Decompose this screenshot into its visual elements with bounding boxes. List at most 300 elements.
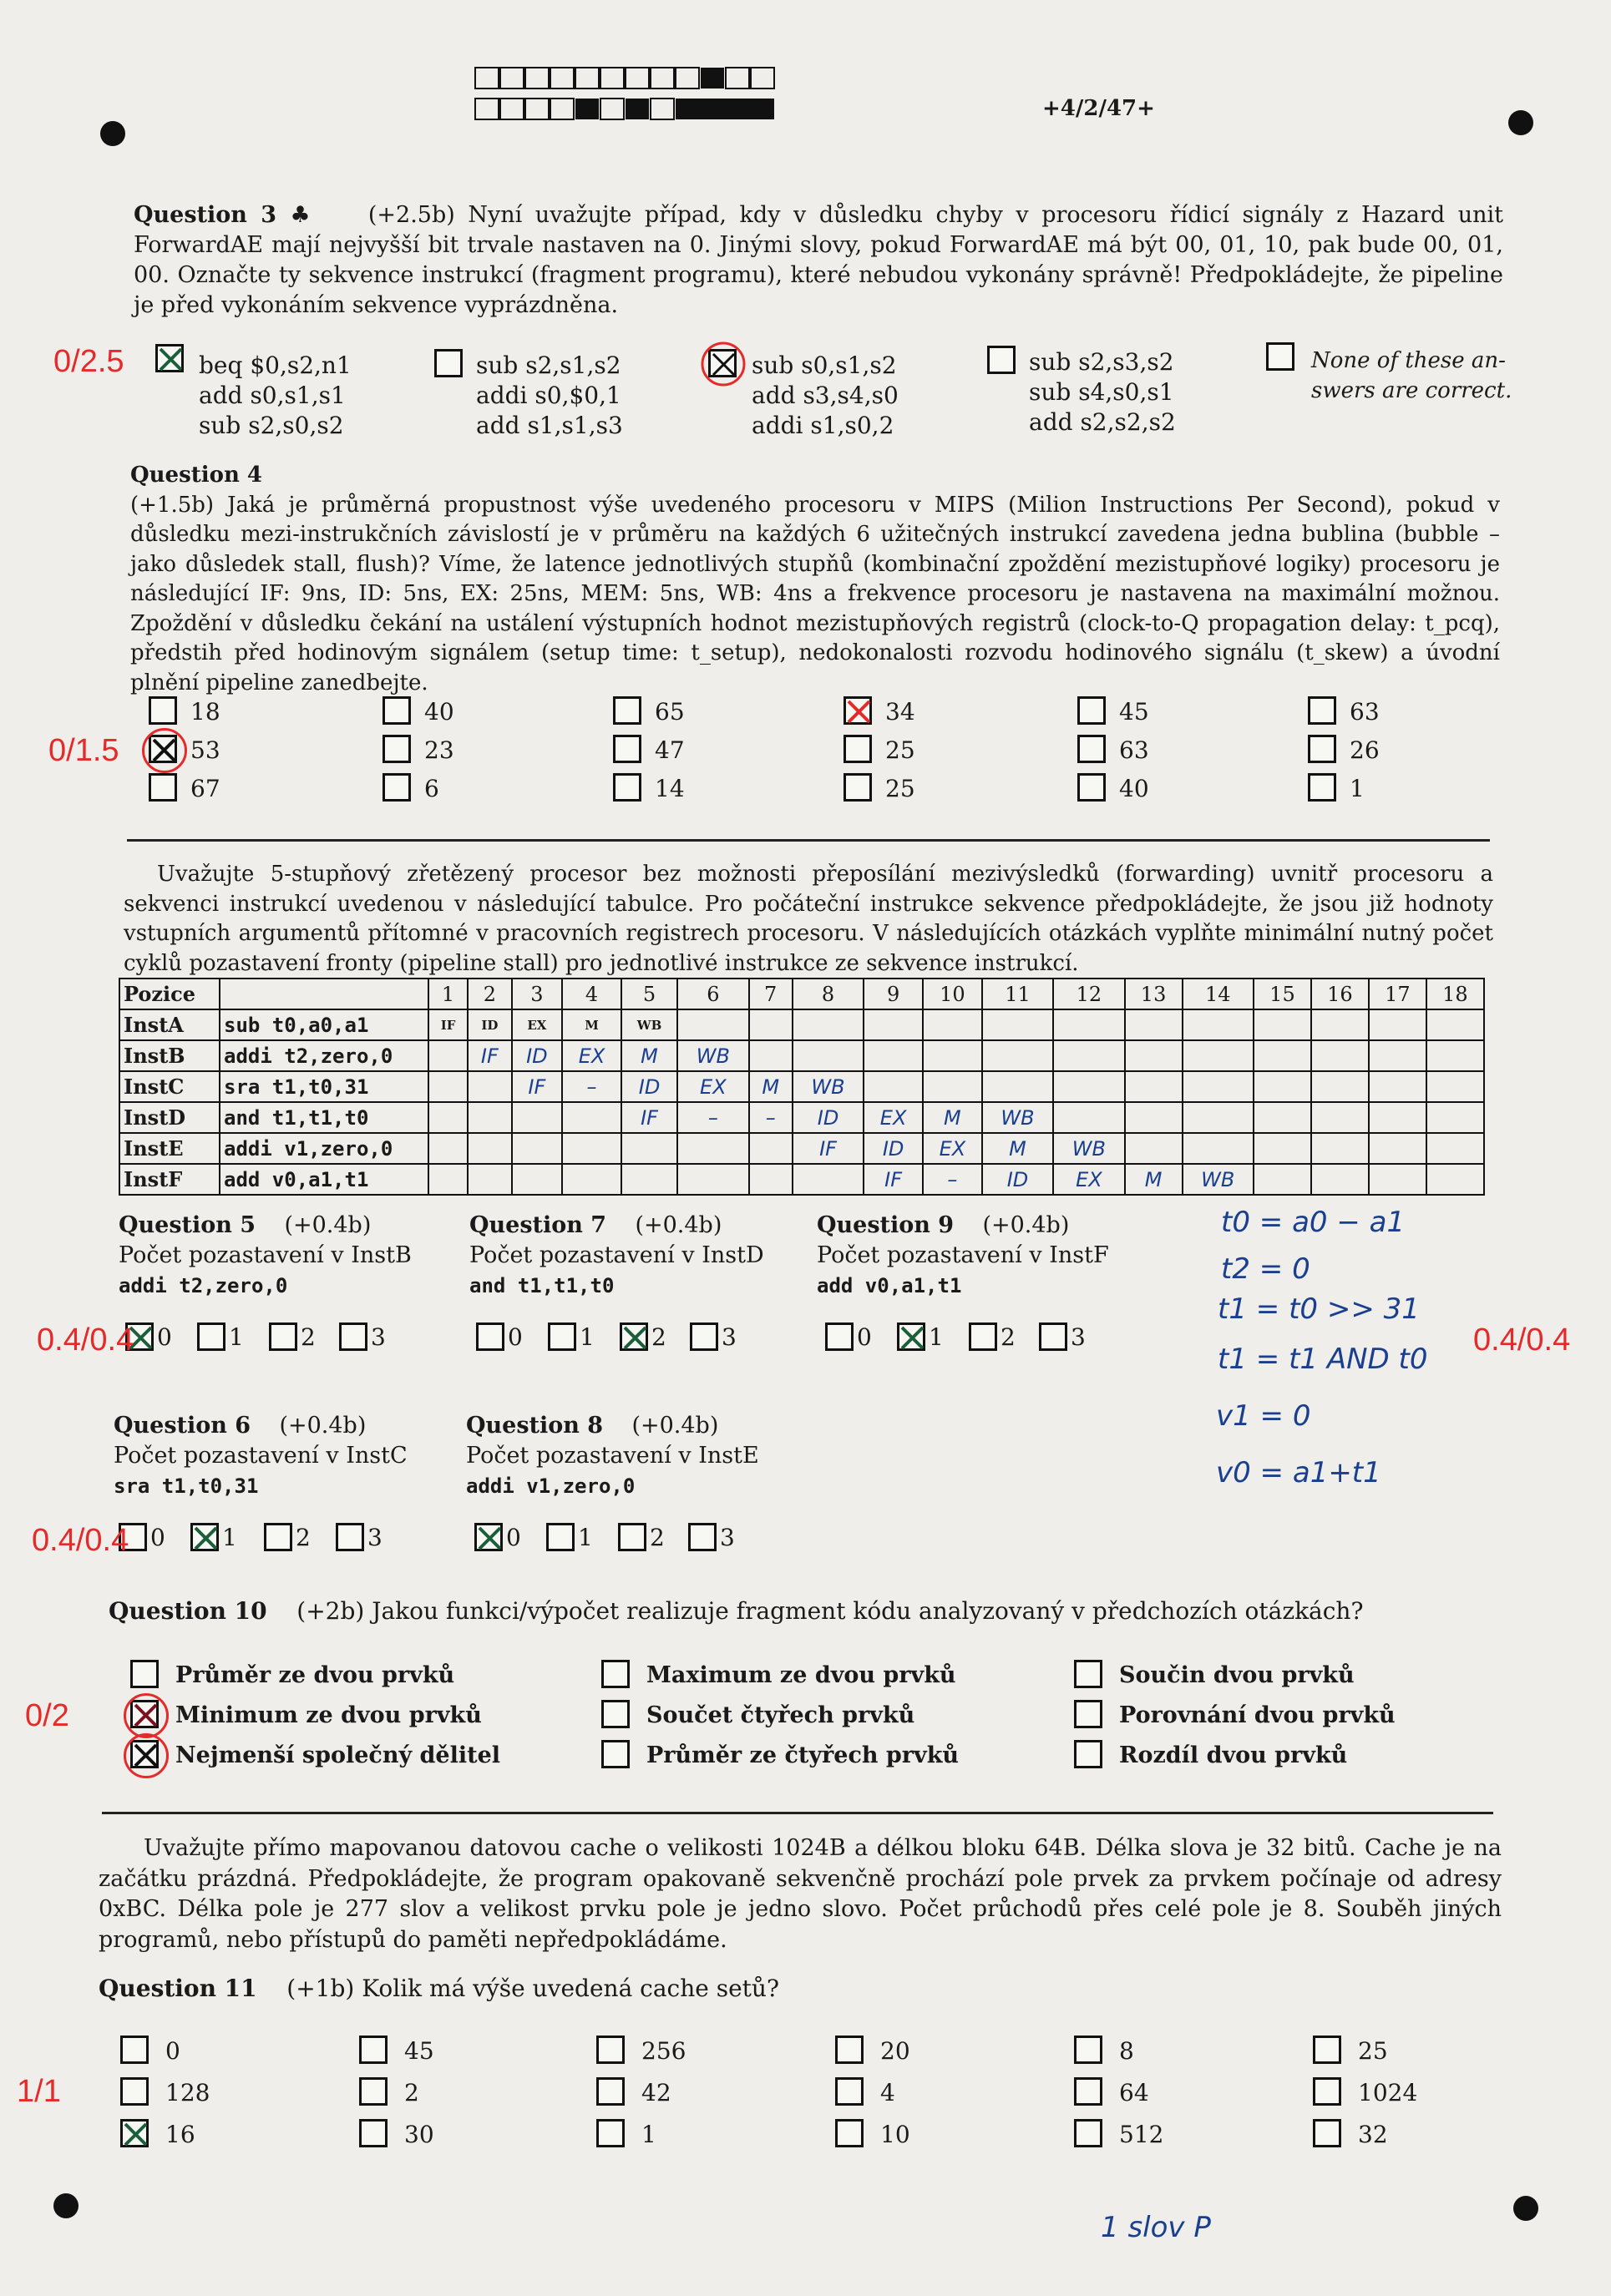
q8-points: (+0.4b) — [631, 1413, 719, 1439]
table-header-cell: 14 — [1183, 979, 1254, 1009]
q11-option-label: 16 — [165, 2121, 195, 2148]
pipeline-stage-cell[interactable] — [1183, 1133, 1254, 1164]
q6-option-checkbox[interactable] — [264, 1523, 292, 1551]
q11-option-label: 512 — [1119, 2121, 1164, 2148]
q9-option-label: 2 — [1001, 1323, 1016, 1351]
pipeline-stage-cell[interactable]: M — [749, 1071, 793, 1102]
pipeline-stage-cell[interactable] — [1254, 1164, 1311, 1195]
q4-option-checkbox[interactable] — [382, 773, 411, 802]
q4-option-label: 47 — [655, 736, 685, 764]
q11-option-checkbox[interactable] — [596, 2036, 625, 2064]
pipeline-stage-cell[interactable] — [1053, 1102, 1124, 1133]
pipeline-stage-cell[interactable]: EX — [923, 1133, 982, 1164]
q9-option-checkbox[interactable] — [1039, 1322, 1067, 1351]
pipeline-stage-cell[interactable] — [512, 1133, 563, 1164]
q4-option-label: 18 — [190, 698, 220, 726]
q8-desc: Počet pozastavení v InstE — [466, 1443, 759, 1469]
q6-header — [114, 1411, 408, 1501]
pipeline-stage-cell[interactable] — [1426, 1009, 1484, 1040]
q4-option-checkbox[interactable] — [1308, 696, 1336, 725]
pipeline-stage-cell[interactable] — [1369, 1071, 1426, 1102]
q4-option-label: 23 — [424, 736, 454, 764]
pipeline-stage-cell[interactable]: WB — [677, 1040, 748, 1071]
divider — [127, 839, 1490, 842]
red-circle-mark — [142, 728, 187, 773]
pipeline-stage-cell[interactable] — [1254, 1102, 1311, 1133]
q4-option-label: 40 — [424, 698, 454, 726]
pipeline-stage-cell[interactable] — [1426, 1040, 1484, 1071]
q9-desc: Počet pozastavení v InstF — [817, 1242, 1109, 1268]
q11-option-checkbox[interactable] — [835, 2077, 864, 2106]
q11-option-checkbox[interactable] — [835, 2036, 864, 2064]
q7-option-checkbox[interactable] — [620, 1322, 648, 1351]
table-header-cell: 12 — [1053, 979, 1124, 1009]
table-row — [119, 1009, 1484, 1040]
pipeline-stage-cell[interactable] — [749, 1164, 793, 1195]
pipeline-stage-cell[interactable] — [1183, 1102, 1254, 1133]
table-row — [119, 1071, 1484, 1102]
pipeline-stage-cell[interactable] — [1369, 1164, 1426, 1195]
instruction-name: InstA — [119, 1009, 220, 1040]
q11-option-label: 1024 — [1358, 2079, 1418, 2106]
pipeline-stage-cell[interactable]: WB — [621, 1009, 677, 1040]
pipeline-stage-cell[interactable] — [428, 1102, 468, 1133]
q11-option-label: 4 — [880, 2079, 895, 2106]
q3-option-5-checkbox[interactable] — [1266, 342, 1294, 371]
q3-option-1-checkbox[interactable] — [155, 344, 184, 372]
pipeline-stage-cell[interactable] — [428, 1040, 468, 1071]
q5-option-checkbox[interactable] — [269, 1322, 297, 1351]
q4-option-checkbox[interactable] — [843, 773, 872, 802]
q10-option-checkbox[interactable] — [601, 1660, 630, 1688]
pipeline-stage-cell[interactable] — [428, 1071, 468, 1102]
pipeline-stage-cell[interactable] — [1125, 1071, 1183, 1102]
q9-score: 0.4/0.4 — [1473, 1322, 1571, 1358]
q6-desc: Počet pozastavení v InstC — [114, 1443, 408, 1469]
divider — [102, 1812, 1493, 1814]
pipeline-stage-cell[interactable] — [864, 1009, 923, 1040]
q10-option-label: Maximum ze dvou prvků — [646, 1662, 956, 1688]
q6-option-label: 2 — [296, 1524, 311, 1551]
q11-header — [99, 1974, 779, 2004]
pipeline-stage-cell[interactable] — [793, 1040, 864, 1071]
q11-option-label: 64 — [1119, 2079, 1149, 2106]
pipeline-stage-cell[interactable] — [677, 1164, 748, 1195]
q10-option-label: Průměr ze čtyřech prvků — [646, 1742, 960, 1768]
q3-text — [134, 200, 1503, 321]
q4-title: Question 4 — [130, 463, 263, 488]
pipeline-stage-cell[interactable] — [1426, 1071, 1484, 1102]
q8-title: Question 8 — [466, 1413, 604, 1439]
pipeline-stage-cell[interactable] — [749, 1133, 793, 1164]
q6-title: Question 6 — [114, 1413, 251, 1439]
q7-option-label: 0 — [508, 1323, 523, 1351]
q7-option-checkbox[interactable] — [476, 1322, 504, 1351]
pipeline-stage-cell[interactable]: IF — [621, 1102, 677, 1133]
instruction-name: InstE — [119, 1133, 220, 1164]
q6-option-checkbox[interactable] — [190, 1523, 219, 1551]
q10-option-checkbox[interactable] — [601, 1700, 630, 1728]
pipeline-stage-cell[interactable] — [677, 1133, 748, 1164]
q5-option-checkbox[interactable] — [197, 1322, 225, 1351]
q10-option-checkbox[interactable] — [1074, 1660, 1102, 1688]
q5-score: 0.4/0.4 — [37, 1322, 134, 1358]
pipeline-stage-cell[interactable]: EX — [1053, 1164, 1124, 1195]
table-header-cell: 18 — [1426, 979, 1484, 1009]
q7-option-checkbox[interactable] — [548, 1322, 576, 1351]
handwritten-note: t1 = t0 >> 31 — [1218, 1292, 1420, 1326]
q11-option-label: 0 — [165, 2037, 180, 2065]
table-header-cell: 16 — [1311, 979, 1369, 1009]
q4-option-checkbox[interactable] — [613, 773, 641, 802]
pipeline-stage-cell[interactable] — [1369, 1133, 1426, 1164]
q11-option-checkbox[interactable] — [120, 2119, 149, 2147]
q4-option-label: 40 — [1119, 775, 1149, 802]
handwritten-note: t2 = 0 — [1221, 1252, 1310, 1286]
table-header-cell: 5 — [621, 979, 677, 1009]
q3-option-2-checkbox[interactable] — [434, 349, 463, 377]
q4-option-checkbox[interactable] — [843, 735, 872, 763]
q6-score: 0.4/0.4 — [32, 1523, 129, 1558]
q4-option-checkbox[interactable] — [613, 696, 641, 725]
q6-instr: sra t1,t0,31 — [114, 1474, 259, 1498]
pipeline-stage-cell[interactable] — [1183, 1040, 1254, 1071]
pipeline-stage-cell[interactable]: IF — [793, 1133, 864, 1164]
q11-option-label: 8 — [1119, 2037, 1134, 2065]
q9-instr: add v0,a1,t1 — [817, 1274, 962, 1297]
q8-header — [466, 1411, 759, 1501]
pipeline-stage-cell[interactable] — [1311, 1071, 1369, 1102]
pipeline-stage-cell[interactable] — [1369, 1009, 1426, 1040]
pipeline-stage-cell[interactable] — [512, 1102, 563, 1133]
instruction-name: InstD — [119, 1102, 220, 1133]
q11-option-checkbox[interactable] — [596, 2119, 625, 2147]
pipeline-stage-cell[interactable]: M — [923, 1102, 982, 1133]
q10-option-checkbox[interactable] — [130, 1660, 159, 1688]
pipeline-stage-cell[interactable]: – — [562, 1071, 621, 1102]
table-header-row — [119, 979, 1484, 1009]
pipeline-stage-cell[interactable] — [1183, 1071, 1254, 1102]
pipeline-stage-cell[interactable] — [749, 1040, 793, 1071]
red-circle-mark — [124, 1733, 169, 1778]
handwritten-note: t0 = a0 − a1 — [1221, 1206, 1406, 1239]
pipeline-stage-cell[interactable] — [749, 1009, 793, 1040]
q11-option-checkbox[interactable] — [359, 2077, 388, 2106]
pipeline-stage-cell[interactable] — [1369, 1040, 1426, 1071]
q10-header — [109, 1596, 1363, 1626]
pipeline-stage-cell[interactable] — [1426, 1164, 1484, 1195]
pipeline-stage-cell[interactable] — [1369, 1102, 1426, 1133]
pipeline-stage-cell[interactable]: WB — [793, 1071, 864, 1102]
pipeline-stage-cell[interactable] — [1254, 1040, 1311, 1071]
pipeline-stage-cell[interactable]: ID — [864, 1133, 923, 1164]
q4-option-label: 45 — [1119, 698, 1149, 726]
q3-option-2: sub s2,s1,s2 addi s0,$0,1 add s1,s1,s3 — [476, 351, 623, 439]
q5-option-label: 3 — [371, 1323, 386, 1351]
q7-option-label: 2 — [651, 1323, 666, 1351]
q10-option-label: Minimum ze dvou prvků — [175, 1702, 482, 1728]
q11-option-checkbox[interactable] — [120, 2077, 149, 2106]
page-id-code — [474, 65, 780, 125]
pipeline-stage-cell[interactable]: WB — [982, 1102, 1053, 1133]
q3-option-1: beq $0,s2,n1 add s0,s1,s1 sub s2,s0,s2 — [199, 351, 352, 439]
pipeline-stage-cell[interactable] — [1053, 1071, 1124, 1102]
q10-option-label: Porovnání dvou prvků — [1119, 1702, 1396, 1728]
pipeline-stage-cell[interactable]: ID — [512, 1040, 563, 1071]
q11-option-label: 1 — [641, 2121, 656, 2148]
q4-option-checkbox[interactable] — [843, 696, 872, 725]
q4-option-checkbox[interactable] — [1308, 735, 1336, 763]
table-row — [119, 1133, 1484, 1164]
q3-option-4-checkbox[interactable] — [987, 346, 1016, 374]
pipeline-stage-cell[interactable] — [468, 1102, 512, 1133]
instruction-code: sub t0,a0,a1 — [220, 1009, 428, 1040]
pipeline-stage-cell[interactable] — [677, 1009, 748, 1040]
pipeline-stage-cell[interactable] — [1125, 1009, 1183, 1040]
pipeline-stage-cell[interactable]: IF — [864, 1164, 923, 1195]
pipeline-stage-cell[interactable]: WB — [1053, 1133, 1124, 1164]
q10-option-label: Rozdíl dvou prvků — [1119, 1742, 1348, 1768]
pipeline-stage-cell[interactable]: – — [677, 1102, 748, 1133]
q9-option-checkbox[interactable] — [969, 1322, 997, 1351]
q8-option-label: 1 — [578, 1524, 593, 1551]
instruction-code: sra t1,t0,31 — [220, 1071, 428, 1102]
q4-option-label: 53 — [190, 736, 220, 764]
q3-score: 0/2.5 — [53, 344, 124, 379]
q5-points: (+0.4b) — [284, 1212, 372, 1238]
pipeline-stage-cell[interactable]: IF — [468, 1040, 512, 1071]
q3-points: (+2.5b) — [367, 202, 455, 228]
pipeline-stage-cell[interactable] — [562, 1133, 621, 1164]
handwritten-note: v1 = 0 — [1216, 1399, 1311, 1433]
q4-option-label: 6 — [424, 775, 439, 802]
pipeline-stage-cell[interactable]: M — [982, 1133, 1053, 1164]
q9-option-label: 0 — [857, 1323, 872, 1351]
q4-option-label: 26 — [1350, 736, 1380, 764]
pipeline-stage-cell[interactable] — [1426, 1102, 1484, 1133]
q7-option-checkbox[interactable] — [690, 1322, 718, 1351]
pipeline-stage-cell[interactable]: IF — [428, 1009, 468, 1040]
pipeline-stage-cell[interactable]: EX — [677, 1071, 748, 1102]
q5-header — [119, 1211, 412, 1301]
q11-option-label: 30 — [404, 2121, 434, 2148]
q4-option-label: 1 — [1350, 775, 1365, 802]
q4-option-checkbox[interactable] — [149, 696, 177, 725]
q11-option-checkbox[interactable] — [1313, 2036, 1341, 2064]
q9-option-checkbox[interactable] — [825, 1322, 854, 1351]
pipeline-stage-cell[interactable] — [1311, 1164, 1369, 1195]
pipeline-stage-cell[interactable] — [562, 1164, 621, 1195]
q9-header — [817, 1211, 1109, 1301]
pipeline-stage-cell[interactable]: M — [562, 1009, 621, 1040]
pipeline-stage-cell[interactable] — [793, 1164, 864, 1195]
table-row — [119, 1164, 1484, 1195]
pipeline-stage-cell[interactable]: IF — [512, 1071, 563, 1102]
q8-option-label: 0 — [506, 1524, 521, 1551]
q4-option-label: 63 — [1350, 698, 1380, 726]
pipeline-stage-cell[interactable] — [1053, 1040, 1124, 1071]
table-header-cell: 17 — [1369, 979, 1426, 1009]
pipeline-stage-cell[interactable] — [982, 1071, 1053, 1102]
instruction-code: and t1,t1,t0 — [220, 1102, 428, 1133]
pipeline-stage-cell[interactable]: EX — [562, 1040, 621, 1071]
q9-option-label: 1 — [929, 1323, 944, 1351]
handwritten-note: t1 = t1 AND t0 — [1218, 1343, 1428, 1376]
q5-option-label: 0 — [157, 1323, 172, 1351]
q9-option-label: 3 — [1071, 1323, 1086, 1351]
q9-option-checkbox[interactable] — [897, 1322, 925, 1351]
pipeline-stage-cell[interactable]: EX — [512, 1009, 563, 1040]
table-header-cell: 1 — [428, 979, 468, 1009]
q8-option-label: 3 — [720, 1524, 735, 1551]
q11-option-label: 32 — [1358, 2121, 1388, 2148]
pipeline-stage-cell[interactable] — [562, 1102, 621, 1133]
q11-option-checkbox[interactable] — [835, 2119, 864, 2147]
q4-option-checkbox[interactable] — [1077, 696, 1106, 725]
pipeline-stage-cell[interactable] — [793, 1009, 864, 1040]
instruction-name: InstF — [119, 1164, 220, 1195]
handwritten-note: 1 slov P — [1101, 2211, 1211, 2244]
q4-option-label: 65 — [655, 698, 685, 726]
q4-option-checkbox[interactable] — [1308, 773, 1336, 802]
pipeline-stage-cell[interactable] — [1125, 1102, 1183, 1133]
q11-option-checkbox[interactable] — [120, 2036, 149, 2064]
q7-desc: Počet pozastavení v InstD — [469, 1242, 764, 1268]
pipeline-stage-cell[interactable] — [982, 1040, 1053, 1071]
pipeline-stage-cell[interactable] — [864, 1040, 923, 1071]
registration-mark — [100, 121, 125, 146]
q11-option-checkbox[interactable] — [1074, 2077, 1102, 2106]
q8-option-checkbox[interactable] — [688, 1523, 717, 1551]
pipeline-stage-cell[interactable] — [468, 1164, 512, 1195]
instruction-code: addi t2,zero,0 — [220, 1040, 428, 1071]
pipeline-stage-cell[interactable] — [428, 1133, 468, 1164]
q10-option-checkbox[interactable] — [1074, 1700, 1102, 1728]
pipeline-stage-cell[interactable] — [1254, 1009, 1311, 1040]
q11-option-checkbox[interactable] — [359, 2036, 388, 2064]
q7-option-label: 1 — [580, 1323, 595, 1351]
pipeline-stage-cell[interactable] — [923, 1071, 982, 1102]
pipeline-stage-cell[interactable] — [1311, 1009, 1369, 1040]
pipeline-stage-cell[interactable] — [1254, 1071, 1311, 1102]
pipeline-stage-cell[interactable]: M — [621, 1040, 677, 1071]
pipeline-stage-cell[interactable]: ID — [793, 1102, 864, 1133]
pipeline-stage-cell[interactable] — [1311, 1102, 1369, 1133]
pipeline-stage-cell[interactable] — [1254, 1133, 1311, 1164]
table-header-cell: 6 — [677, 979, 748, 1009]
q11-option-checkbox[interactable] — [1074, 2119, 1102, 2147]
q11-option-label: 128 — [165, 2079, 210, 2106]
q8-option-checkbox[interactable] — [474, 1523, 503, 1551]
q11-option-label: 20 — [880, 2037, 910, 2065]
q4-option-label: 63 — [1119, 736, 1149, 764]
table-header-cell — [220, 979, 428, 1009]
q10-score: 0/2 — [25, 1698, 69, 1733]
q5-option-checkbox[interactable] — [339, 1322, 367, 1351]
pipeline-stage-cell[interactable] — [1125, 1133, 1183, 1164]
pipeline-stage-cell[interactable] — [621, 1164, 677, 1195]
q11-option-checkbox[interactable] — [359, 2119, 388, 2147]
pipeline-stage-cell[interactable] — [512, 1164, 563, 1195]
pipeline-stage-cell[interactable] — [923, 1040, 982, 1071]
q11-score: 1/1 — [17, 2074, 61, 2109]
q10-option-checkbox[interactable] — [1074, 1740, 1102, 1768]
q11-option-checkbox[interactable] — [1074, 2036, 1102, 2064]
q6-option-label: 0 — [150, 1524, 165, 1551]
q11-option-checkbox[interactable] — [596, 2077, 625, 2106]
pipeline-stage-cell[interactable]: M — [1125, 1164, 1183, 1195]
q7-points: (+0.4b) — [635, 1212, 722, 1238]
q5-desc: Počet pozastavení v InstB — [119, 1242, 412, 1268]
instruction-code: addi v1,zero,0 — [220, 1133, 428, 1164]
q5-instr: addi t2,zero,0 — [119, 1274, 288, 1297]
instruction-name: InstB — [119, 1040, 220, 1071]
pipeline-stage-cell[interactable]: WB — [1183, 1164, 1254, 1195]
pipeline-stage-cell[interactable] — [468, 1133, 512, 1164]
q3-title: Question 3 ♣ — [134, 202, 317, 228]
pipeline-stage-cell[interactable]: ID — [621, 1071, 677, 1102]
pipeline-stage-cell[interactable]: ID — [468, 1009, 512, 1040]
q4-option-label: 14 — [655, 775, 685, 802]
q11-option-checkbox[interactable] — [1313, 2077, 1341, 2106]
pipeline-stage-cell[interactable] — [1125, 1040, 1183, 1071]
q8-option-checkbox[interactable] — [546, 1523, 575, 1551]
pipeline-stage-cell[interactable] — [1053, 1009, 1124, 1040]
pipeline-stage-cell[interactable] — [1311, 1133, 1369, 1164]
pipeline-stage-cell[interactable] — [1183, 1009, 1254, 1040]
q8-option-checkbox[interactable] — [618, 1523, 646, 1551]
pipeline-stage-cell[interactable]: ID — [982, 1164, 1053, 1195]
q4-option-checkbox[interactable] — [1077, 773, 1106, 802]
q6-option-label: 3 — [367, 1524, 382, 1551]
q4-option-checkbox[interactable] — [1077, 735, 1106, 763]
cache-intro: Uvažujte přímo mapovanou datovou cache o velikosti 1024B a délkou bloku 64B. Délka slova je 32 bitů. Cache je na začátku prázdná. Předpokládejte, že program opakovaně sekvenčně prochází pole prvek za prvkem počínaje od adresy 0xBC. Délka pole je 277 slov a velikost prvku pole je jedno slovo. Počet průchodů přes celé pole je 8. Souběh jiných programů, nebo přístupů do paměti nepředpokládáme. — [99, 1835, 1502, 1953]
q10-option-checkbox[interactable] — [601, 1740, 630, 1768]
q4-option-checkbox[interactable] — [149, 773, 177, 802]
pipeline-stage-cell[interactable] — [468, 1071, 512, 1102]
pipeline-stage-cell[interactable]: EX — [864, 1102, 923, 1133]
registration-mark — [1513, 2196, 1538, 2221]
q7-title: Question 7 — [469, 1212, 607, 1238]
table-header-cell: 3 — [512, 979, 563, 1009]
q4-option-checkbox[interactable] — [382, 735, 411, 763]
pipeline-stage-cell[interactable]: – — [923, 1164, 982, 1195]
pipeline-stage-cell[interactable] — [864, 1071, 923, 1102]
pipeline-stage-cell[interactable] — [1426, 1133, 1484, 1164]
pipeline-stage-cell[interactable] — [428, 1164, 468, 1195]
page-code: +4/2/47+ — [1042, 96, 1155, 121]
table-header-cell: Pozice — [119, 979, 220, 1009]
pipeline-stage-cell[interactable]: – — [749, 1102, 793, 1133]
pipeline-stage-cell[interactable] — [1311, 1040, 1369, 1071]
q8-option-label: 2 — [650, 1524, 665, 1551]
q6-option-checkbox[interactable] — [336, 1523, 364, 1551]
q6-points: (+0.4b) — [279, 1413, 367, 1439]
q4-option-checkbox[interactable] — [382, 696, 411, 725]
table-header-cell: 10 — [923, 979, 982, 1009]
pipeline-stage-cell[interactable] — [621, 1133, 677, 1164]
q9-title: Question 9 — [817, 1212, 955, 1238]
table-header-cell: 15 — [1254, 979, 1311, 1009]
pipeline-stage-cell[interactable] — [923, 1009, 982, 1040]
q11-option-label: 2 — [404, 2079, 419, 2106]
instruction-code: add v0,a1,t1 — [220, 1164, 428, 1195]
q11-option-checkbox[interactable] — [1313, 2119, 1341, 2147]
q4-option-checkbox[interactable] — [613, 735, 641, 763]
pipeline-stage-cell[interactable] — [982, 1009, 1053, 1040]
q3-body: Nyní uvažujte případ, kdy v důsledku chyby v procesoru řídicí signály z Hazard unit ForwardAE mají nejvyšší bit trvale nastaven na 0. Jinými slovy, pokud ForwardAE má být 00, 01, 10, pak bude 00, 01, 00. Označte ty sekvence instrukcí (fragment programu), které nebudou vykonány správně! Předpokládejte, že pipeline je před vykonáním sekvence vyprázdněna. — [134, 202, 1503, 318]
q11-option-label: 42 — [641, 2079, 671, 2106]
